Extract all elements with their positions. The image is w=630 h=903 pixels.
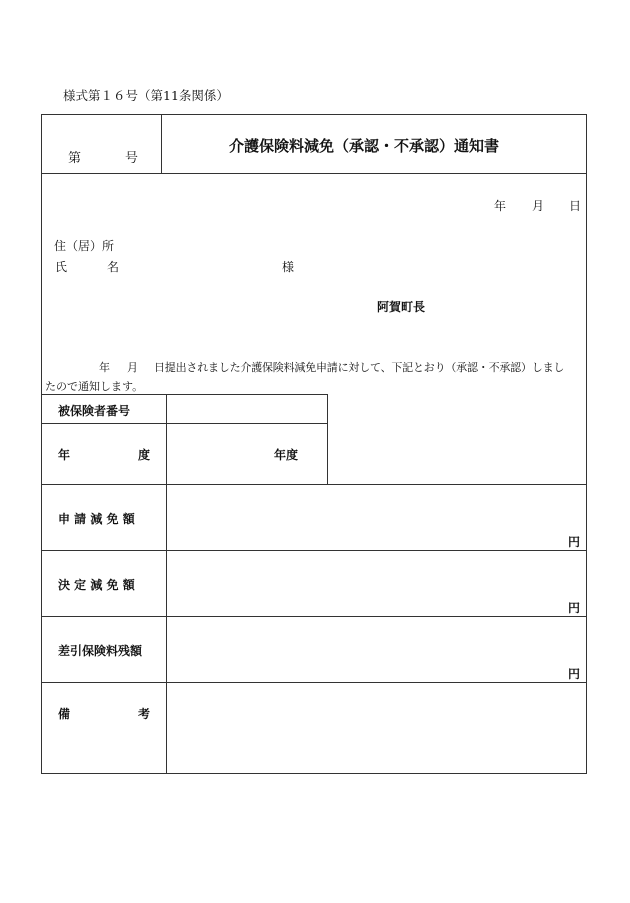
body-text-line2: たので通知します。 — [45, 380, 144, 393]
fiscal-year-label-nen: 年 — [58, 448, 71, 462]
row-fiscal-bottom-line — [41, 484, 587, 485]
date-year: 年 — [494, 199, 507, 213]
label-column-divider — [166, 394, 167, 774]
row-requested-bottom-line — [41, 550, 587, 551]
table-right-upper-line — [327, 394, 328, 484]
row-decided-bottom-line — [41, 616, 587, 617]
address-label: 住（居）所 — [54, 239, 115, 253]
remaining-premium-label: 差引保険料残額 — [58, 644, 143, 658]
form-number: 様式第１６号（第11条関係） — [63, 88, 229, 103]
body-year: 年 — [99, 361, 110, 374]
requested-reduction-label: 申 請 減 免 額 — [58, 512, 135, 526]
decided-yen: 円 — [568, 601, 581, 615]
decided-reduction-label: 決 定 減 免 額 — [58, 578, 135, 592]
number-label-dai: 第 — [68, 151, 82, 166]
name-label-uji: 氏 — [55, 260, 68, 274]
issuer-name: 阿賀町長 — [377, 300, 426, 314]
remaining-yen: 円 — [568, 667, 581, 681]
honorific-sama: 様 — [282, 260, 295, 274]
date-month: 月 — [532, 199, 545, 213]
date-day: 日 — [569, 199, 582, 213]
remarks-label-bi: 備 — [58, 707, 71, 721]
number-label-go: 号 — [125, 151, 139, 166]
row-remaining-bottom-line — [41, 682, 587, 683]
name-label-na: 名 — [107, 260, 120, 274]
requested-yen: 円 — [568, 535, 581, 549]
remarks-label-kou: 考 — [138, 707, 151, 721]
body-month: 月 — [127, 361, 138, 374]
body-text-line1: 日提出されました介護保険料減免申請に対して、下記とおり（承認・不承認）しまし — [154, 361, 565, 374]
insured-number-label: 被保険者番号 — [58, 404, 131, 418]
fiscal-year-suffix: 年度 — [274, 448, 299, 462]
table-top-line — [41, 394, 327, 395]
header-divider — [161, 114, 162, 174]
fiscal-year-label-do: 度 — [138, 448, 151, 462]
row-insured-bottom-line — [41, 423, 327, 424]
form-title: 介護保険料減免（承認・不承認）通知書 — [229, 137, 500, 155]
header-bottom-line — [41, 173, 587, 174]
